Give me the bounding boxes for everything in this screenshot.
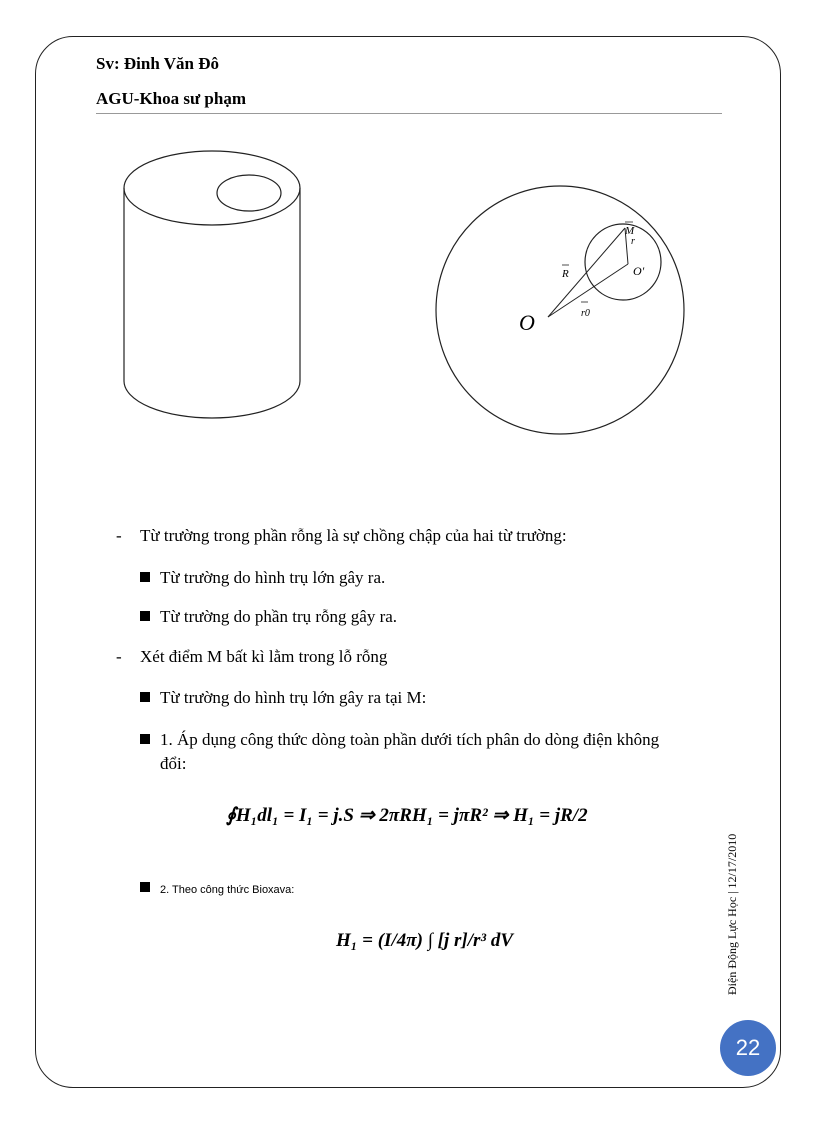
label-O-prime: O' [633, 264, 645, 278]
side-footer-text: Điện Động Lực Học | 12/17/2010 [725, 833, 739, 995]
equation-biot-savart-text: H₁ = (I/4π) ∫ [j r]/r³ dV [336, 930, 514, 951]
label-O: O [519, 310, 535, 335]
small-circle [585, 224, 661, 300]
equation-ampere-text: ∮H₁dl₁ = I₁ = j.S ⇒ 2πRH₁ = jπR² ⇒ H₁ = jR/2 [226, 805, 588, 826]
equation-biot-savart [336, 930, 513, 952]
square-item-ampere-law: 1. Áp dụng công thức dòng toàn phần dưới tích phân do dòng điện không đổi: [140, 728, 720, 776]
square-item-hollow-part: Từ trường do phần trụ rỗng gây ra. [140, 605, 397, 629]
label-r0: r0 [581, 308, 590, 319]
label-r: r [631, 236, 635, 247]
equation-ampere [226, 804, 588, 827]
square-item-biot-savart: 2. Theo công thức Bioxava: [140, 876, 294, 902]
label-R: R [562, 268, 569, 280]
square-item-field-at-M: Từ trường do hình trụ lớn gây ra tại M: [140, 686, 426, 710]
header-school: AGU-Khoa sư phạm [96, 89, 247, 108]
cross-section-figure [435, 180, 690, 442]
label-M: M [625, 225, 635, 237]
square-item-big-cylinder: Từ trường do hình trụ lớn gây ra. [140, 566, 385, 590]
vector-R [548, 228, 625, 317]
header-student: Sv: Đinh Văn Đô [96, 54, 219, 73]
page-number-badge: 22 [720, 1020, 776, 1076]
hollow-cylinder-figure [115, 138, 310, 428]
dash-item-point-M: - Xét điểm M bất kì lằm trong lỗ rỗng [116, 647, 388, 666]
big-circle [436, 186, 684, 434]
header-rule [96, 113, 722, 114]
dash-item-superposition: - Từ trường trong phần rỗng là sự chồng chập của hai từ trường: [116, 526, 567, 545]
